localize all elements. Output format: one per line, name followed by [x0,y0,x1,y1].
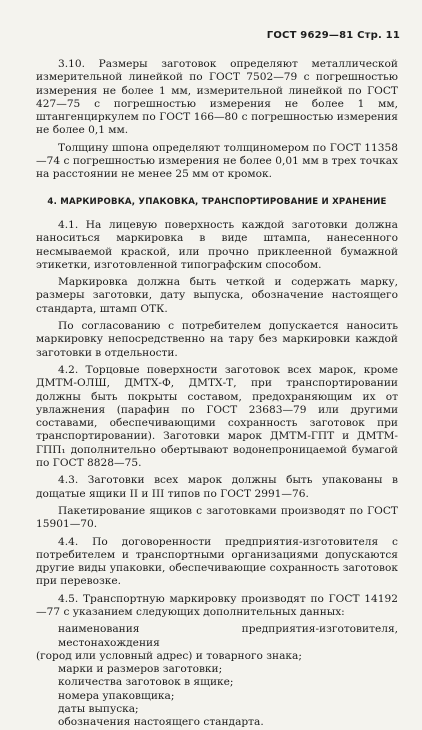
paragraph-4-2: 4.2. Торцовые поверхности заготовок всех марок, кроме ДМТМ-ОЛШ, ДМТХ-Ф, ДМТХ-Т, при транспортировании должны быть покрыты составом, предохраняющим их от увлажнения (парафин по ГОСТ 23683—79 или другими составами, обеспечивающими сохранность заготовок при транспортировании). Заготовки марок ДМТМ-ГПТ и ДМТМ-ГПП₁ дополнительно обертывают водонепроницаемой бумагой по ГОСТ 8828—75. [36,363,398,470]
section-4-title: 4. МАРКИРОВКА, УПАКОВКА, ТРАНСПОРТИРОВАНИЕ И ХРАНЕНИЕ [47,196,387,207]
list-item: номера упаковщика; [58,689,175,702]
paragraph-3-10: 3.10. Размеры заготовок определяют металлической измерительной линейкой по ГОСТ 7502—79 с погрешностью измерения не более 1 мм, измерительной линейкой по ГОСТ 427—75 с погрешностью измерения не более 1 мм, штангенциркулем по ГОСТ 166—80 с погрешностью измерения не более 0,1 мм. [36,58,398,137]
paragraph-4-1: 4.1. На лицевую поверхность каждой заготовки должна наноситься маркировка в виде штампа, нанесенного несмываемой краской, или прочно приклеенной бумажной этикетки, изготовленной типографским способом. [36,218,398,271]
paragraph-4-4: 4.4. По договоренности предприятия-изготовителя с потребителем и транспортными организациями допускаются другие виды упаковки, обеспечивающие сохранность заготовок при перевозке. [36,535,398,588]
paragraph-4-5: 4.5. Транспортную маркировку производят по ГОСТ 14192—77 с указанием следующих дополнительных данных: [36,592,398,618]
list-item: количества заготовок в ящике; [58,676,234,689]
list-item: даты выпуска; [58,703,139,716]
list-item: (город или условный адрес) и товарного знака; [36,649,302,662]
page-header: ГОСТ 9629—81 Стр. 11 [266,30,400,41]
document-body [36,58,398,730]
paragraph-4-1-agreement: По согласованию с потребителем допускается наносить маркировку непосредственно на тару без маркировки каждой заготовки в отдельности. [36,320,398,359]
list-item: наименования предприятия-изготовителя, местонахождения [58,623,398,649]
list-item: марки и размеров заготовки; [58,663,223,676]
paragraph-4-3-packaging: Пакетирование ящиков с заготовками производят по ГОСТ 15901—70. [36,504,398,531]
paragraph-3-10-thickness: Толщину шпона определяют толщиномером по ГОСТ 11358—74 с погрешностью измерения не более 0,01 мм в трех точках на расстоянии не менее 25 мм от кромок. [36,141,398,181]
paragraph-4-1-marking: Маркировка должна быть четкой и содержать марку, размеры заготовки, дату выпуска, обозначение настоящего стандарта, штамп ОТК. [36,276,398,315]
list-item: обозначения настоящего стандарта. [58,716,264,729]
paragraph-4-3: 4.3. Заготовки всех марок должны быть упакованы в дощатые ящики II и III типов по ГОСТ 2991—76. [36,474,398,500]
